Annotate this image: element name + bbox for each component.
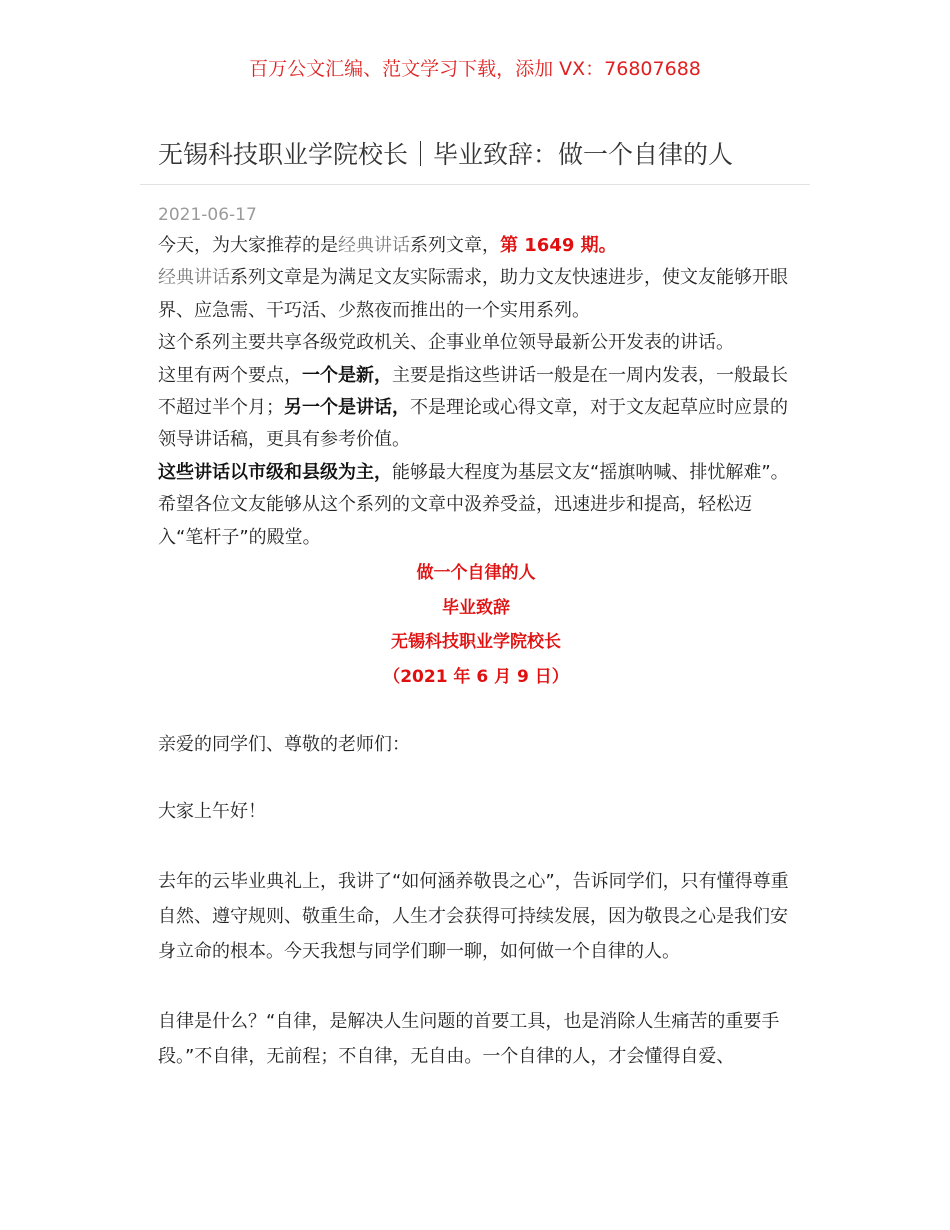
series-name: 经典讲话 bbox=[158, 267, 230, 289]
speech-greeting: 亲爱的同学们、尊敬的老师们： bbox=[158, 734, 410, 756]
speech-hello: 大家上午好！ bbox=[158, 801, 266, 823]
publish-date: 2021-06-17 bbox=[158, 205, 257, 225]
speech-subtitle: 毕业致辞 bbox=[442, 597, 510, 618]
intro-paragraph-5: 这些讲话以市级和县级为主，能够最大程度为基层文友“摇旗呐喊、排忧解难”。希望各位文友能够从这个系列的文章中汲养受益，迅速进步和提高，轻松迈入“笔杆子”的殿堂。 bbox=[158, 461, 789, 548]
issue-number: 第 1649 期。 bbox=[500, 235, 617, 256]
intro-paragraph-1: 今天，为大家推荐的是经典讲话系列文章，第 1649 期。 bbox=[158, 235, 617, 256]
intro-paragraph-4: 这里有两个要点，一个是新，主要是指这些讲话一般是在一周内发表，一般最长不超过半个月；另一个是讲话，不是理论或心得文章，对于文友起草应时应景的领导讲话稿，更具有参考价值。 bbox=[158, 364, 788, 451]
series-name: 经典讲话 bbox=[338, 235, 410, 256]
title-divider bbox=[140, 184, 810, 185]
speech-date: （2021 年 6 月 9 日） bbox=[383, 666, 569, 687]
article-body bbox=[158, 230, 794, 1074]
speech-title: 做一个自律的人 bbox=[416, 563, 536, 584]
speech-paragraph-2: 自律是什么？“自律，是解决人生问题的首要工具，也是消除人生痛苦的重要手段。”不自律，无前程；不自律，无自由。一个自律的人，才会懂得自爱、 bbox=[158, 1010, 780, 1067]
article-title: 无锡科技职业学院校长｜毕业致辞：做一个自律的人 bbox=[158, 140, 734, 169]
speech-header bbox=[158, 556, 794, 694]
speech-speaker: 无锡科技职业学院校长 bbox=[391, 632, 561, 653]
intro-paragraph-2: 经典讲话系列文章是为满足文友实际需求，助力文友快速进步，使文友能够开眼界、应急需、干巧活、少熬夜而推出的一个实用系列。 bbox=[158, 267, 788, 321]
speech-paragraph-1: 去年的云毕业典礼上，我讲了“如何涵养敬畏之心”，告诉同学们，只有懂得尊重自然、遵守规则、敬重生命，人生才会获得可持续发展，因为敬畏之心是我们安身立命的根本。今天我想与同学们聊一聊，如何做一个自律的人。 bbox=[158, 870, 789, 962]
intro-paragraph-3: 这个系列主要共享各级党政机关、企事业单位领导最新公开发表的讲话。 bbox=[158, 332, 734, 354]
download-banner[interactable]: 百万公文汇编、范文学习下载，添加 VX：76807688 bbox=[249, 58, 701, 80]
